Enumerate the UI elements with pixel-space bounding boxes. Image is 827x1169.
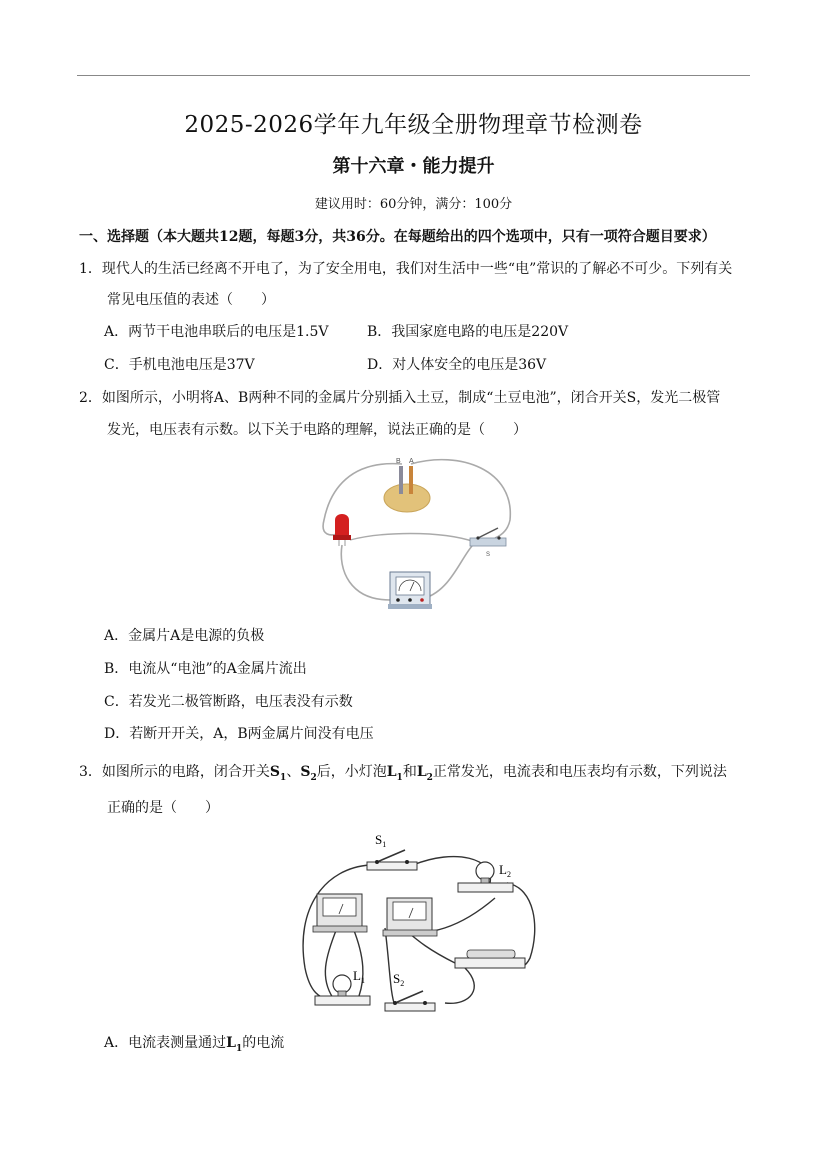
q2-option-d[interactable]: D．若断开开关，A，B两金属片间没有电压 [104,726,374,742]
q3-stem-line2: 正确的是（ ） [107,800,219,816]
q3-l2 [416,764,433,783]
q3-s2-letter: S [300,764,311,780]
q3-option-a-suffix: 的电流 [242,1035,285,1051]
potato-battery-figure [310,450,520,620]
plate-b-label: B [396,458,401,465]
q3-l2-letter: L [416,764,427,780]
q2-option-a[interactable]: A．金属片A是电源的负极 [104,628,265,644]
q2-option-c[interactable]: C．若发光二极管断路，电压表没有示数 [104,694,353,710]
q3-text-3: 正常发光，电流表和电压表均有示数，下列说法 [432,764,727,780]
metal-plate-b [399,466,403,494]
q3-text-1: 3．如图所示的电路，闭合开关 [79,764,270,780]
q1-stem-line2: 常见电压值的表述（ ） [107,292,275,308]
q3-s2-sub: 2 [310,772,317,783]
circuit-figure [295,828,550,1018]
ammeter-icon [313,894,367,932]
q3-l1-letter: L [386,764,397,780]
q2-stem-line1: 2．如图所示，小明将A、B两种不同的金属片分别插入土豆，制成“土豆电池”，闭合开关S，发光二极管 [79,390,721,406]
q3-stem-line1 [79,762,727,788]
l1-label: $L_1$ [353,968,365,985]
q3-option-a-prefix: A．电流表测量通过 [104,1035,227,1051]
s2-label: $S_2$ [393,971,405,988]
voltmeter-icon [388,572,432,609]
battery-icon [455,950,525,968]
l2-label: $L_2$ [499,862,511,879]
exam-meta: 建议用时：60分钟，满分：100分 [314,197,513,212]
q3-text-2: 后，小灯泡 [316,764,387,780]
q3-l2-sub: 2 [426,772,433,783]
q3-sep: 、 [286,764,301,780]
q2-option-b[interactable]: B．电流从“电池”的A金属片流出 [104,661,307,677]
potato-shape [384,484,430,512]
s1-label: $S_1$ [375,832,387,849]
q1-stem-line1: 1．现代人的生活已经离不开电了，为了安全用电，我们对生活中一些“电”常识的了解必不可少。下列有关 [79,261,733,277]
q3-s1 [269,764,287,783]
q3-s2 [300,764,317,783]
q1-option-d[interactable]: D．对人体安全的电压是36V [367,357,547,373]
q3-option-a[interactable] [104,1033,284,1059]
header-rule [77,75,750,76]
voltmeter-icon [383,898,437,936]
q3-s1-sub: 1 [280,772,287,783]
section-heading: 一、选择题（本大题共12题，每题3分，共36分。在每题给出的四个选项中，只有一项符合题目要求） [79,229,716,245]
led-icon [333,514,351,546]
exam-subtitle: 第十六章・能力提升 [332,156,495,177]
q1-option-b[interactable]: B．我国家庭电路的电压是220V [367,324,569,340]
q1-option-c[interactable]: C．手机电池电压是37V [104,357,255,373]
q3-option-a-l: L [226,1035,236,1051]
q3-and: 和 [402,764,417,780]
q3-l1-sub: 1 [396,772,403,783]
metal-plate-a [409,466,413,494]
switch-icon [470,528,506,546]
switch-label: S [486,552,491,558]
q3-s1-letter: S [269,764,281,780]
q1-option-a[interactable]: A．两节干电池串联后的电压是1.5V [104,324,329,340]
q3-option-a-bulb [226,1035,243,1054]
exam-title: 2025-2026学年九年级全册物理章节检测卷 [184,112,643,138]
q2-stem-line2: 发光，电压表有示数。以下关于电路的理解，说法正确的是（ ） [107,422,527,438]
s1-switch-icon [367,850,417,870]
q3-option-a-sub: 1 [235,1043,243,1054]
plate-a-label: A [409,458,414,465]
q3-l1 [386,764,403,783]
